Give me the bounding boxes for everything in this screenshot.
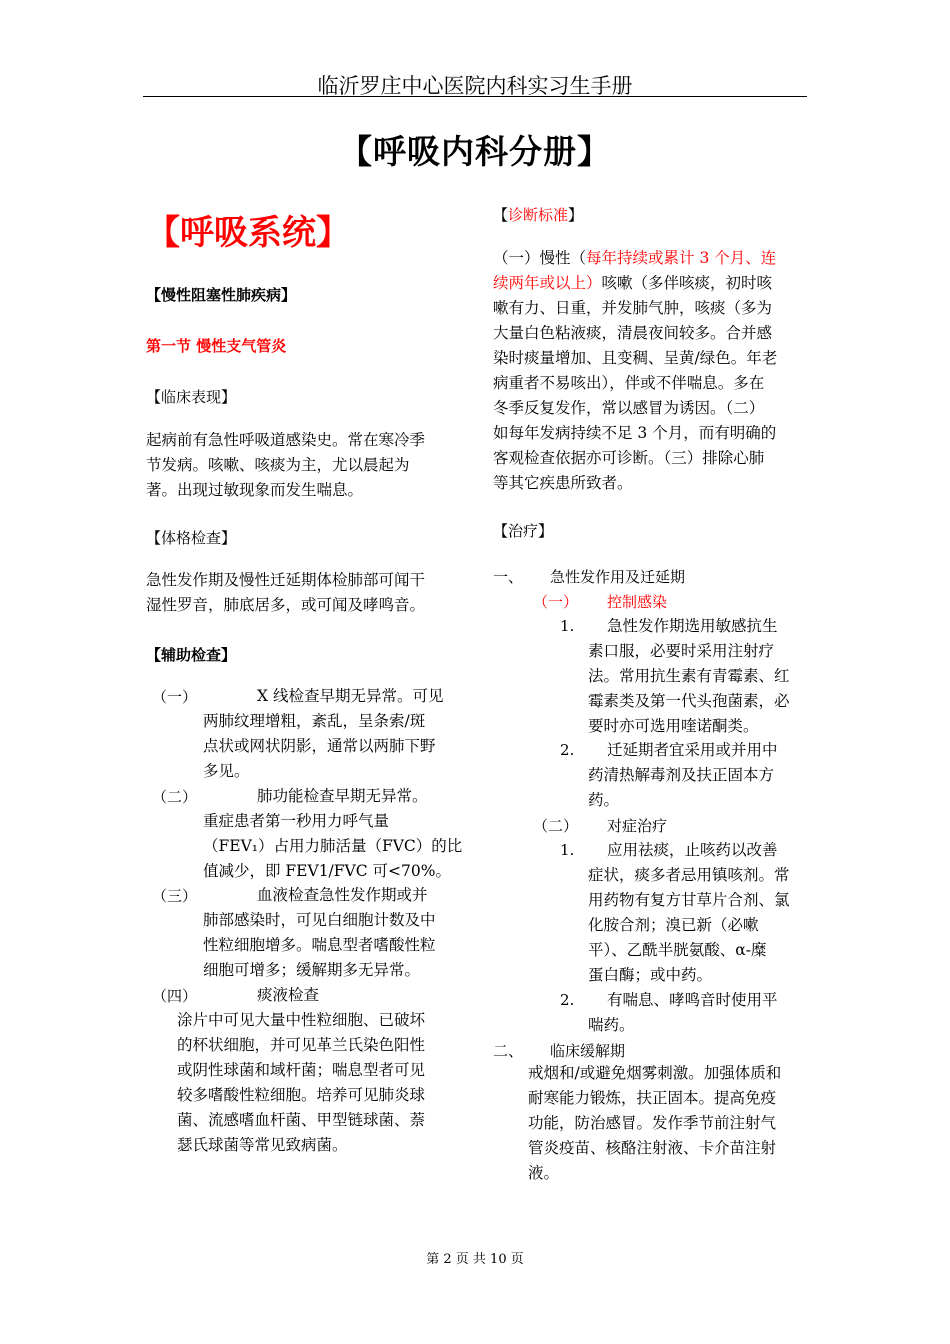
page-number: 第 2 页 共 10 页 [426,1252,524,1267]
treatment-step-number: 一、 [493,568,524,586]
aux-item: 肺功能检查早期无异常。 重症患者第一秒用力呼气量 （FEV₁）占用力肺活量（FVC）的比 值减少，即 FEV1/FVC 可<70%。 [203,787,463,880]
treatment-item: 迁延期者宜采用或并用中 药清热解毒剂及扶正固本方 药。 [588,741,778,809]
treatment-heading: 【治疗】 [493,522,554,540]
header-divider [143,96,807,97]
remission-text: 戒烟和/或避免烟雾刺激。加强体质和 耐寒能力锻炼，扶正固本。提高免疫 功能，防治感冒。发作季节前注射气 管炎疫苗、核酪注射液、卡介苗注射 液。 [528,1064,782,1182]
treatment-item-number: 1. [560,841,575,859]
clinical-heading: 【临床表现】 [146,388,237,406]
aux-item-number: （一） [152,688,198,706]
treatment-substep-number: （一） [533,593,579,611]
document-title: 【呼吸内科分册】 [339,132,611,171]
treatment-item-number: 2. [560,741,575,759]
diagnosis-text: （一）慢性（每年持续或累计 3 个月、连 续两年或以上）咳嗽（多伴咳痰，初时咳 嗽有力、日重，并发肺气肿，咳痰（多为 大量白色粘液痰，清晨夜间较多。合并感 染时痰量增加、且变稠、呈黄/绿色。年老 病重者不易咳出），伴或不伴喘息。多在 冬季反复发作，常以感冒为诱因。（二） 如每年发病持续不足 3 个月，而有明确的 客观检查依据亦可诊断。（三）排除心肺 等其它疾患所致者。 [493,249,778,492]
treatment-step: 急性发作用及迁延期 [550,568,686,586]
aux-item-number: （三） [152,887,198,905]
clinical-text: 起病前有急性呼吸道感染史。常在寒冷季 节发病。咳嗽、咳痰为主，尤以晨起为 著。出现过敏现象而发生喘息。 [146,431,426,499]
treatment-substep-number: （二） [533,817,579,835]
aux-item-title: 痰液检查 [257,986,320,1004]
exam-heading: 【体格检查】 [146,529,237,547]
treatment-substep: 对症治疗 [607,817,668,835]
aux-item: X 线检查早期无异常。可见 两肺纹理增粗，紊乱，呈条索/斑 点状或网状阴影，通常以两肺下野 多见。 [203,687,444,780]
treatment-item: 应用祛痰，止咳药以改善 症状，痰多者忌用镇咳剂。常 用药物有复方甘草片合剂、氯 化胺合剂；溴已新（必嗽 平）、乙酰半胱氨酸、α-糜 蛋白酶；或中药。 [588,841,790,984]
aux-item-number: （四） [152,987,198,1005]
treatment-step-number: 二、 [493,1042,524,1060]
aux-item-number: （二） [152,788,198,806]
treatment-item: 有喘息、哮鸣音时使用平 喘药。 [588,991,778,1034]
aux-heading: 【辅助检查】 [146,646,237,664]
aux-item: 血液检查急性发作期或并 肺部感染时，可见白细胞计数及中 性粒细胞增多。喘息型者嗜酸性粒 细胞可增多；缓解期多无异常。 [203,886,436,979]
treatment-item: 急性发作期选用敏感抗生 素口服，必要时采用注射疗 法。常用抗生素有青霉素、红 霉素类及第一代头孢菌素，必 要时亦可选用喹诺酮类。 [588,617,790,735]
treatment-substep: 控制感染 [607,593,668,611]
exam-text: 急性发作期及慢性迁延期体检肺部可闻干 湿性罗音，肺底居多，或可闻及哮鸣音。 [146,571,426,614]
running-header: 临沂罗庄中心医院内科实习生手册 [317,74,633,98]
disease-heading: 【慢性阻塞性肺疾病】 [146,286,297,304]
treatment-item-number: 1. [560,617,575,635]
diagnosis-heading: 【诊断标准】 [493,206,584,224]
system-title: 【呼吸系统】 [146,213,350,253]
aux-item: 涂片中可见大量中性粒细胞、已破坏 的杯状细胞，并可见革兰氏染色阳性 或阴性球菌和域杆菌；喘息型者可见 较多嗜酸性粒细胞。培养可见肺炎球 菌、流感嗜血杆菌、甲型链球菌、萘 瑟氏球菌等常见致病菌。 [177,1011,426,1154]
section-heading: 第一节 慢性支气管炎 [146,337,287,355]
treatment-item-number: 2. [560,991,575,1009]
treatment-step: 临床缓解期 [550,1042,626,1060]
